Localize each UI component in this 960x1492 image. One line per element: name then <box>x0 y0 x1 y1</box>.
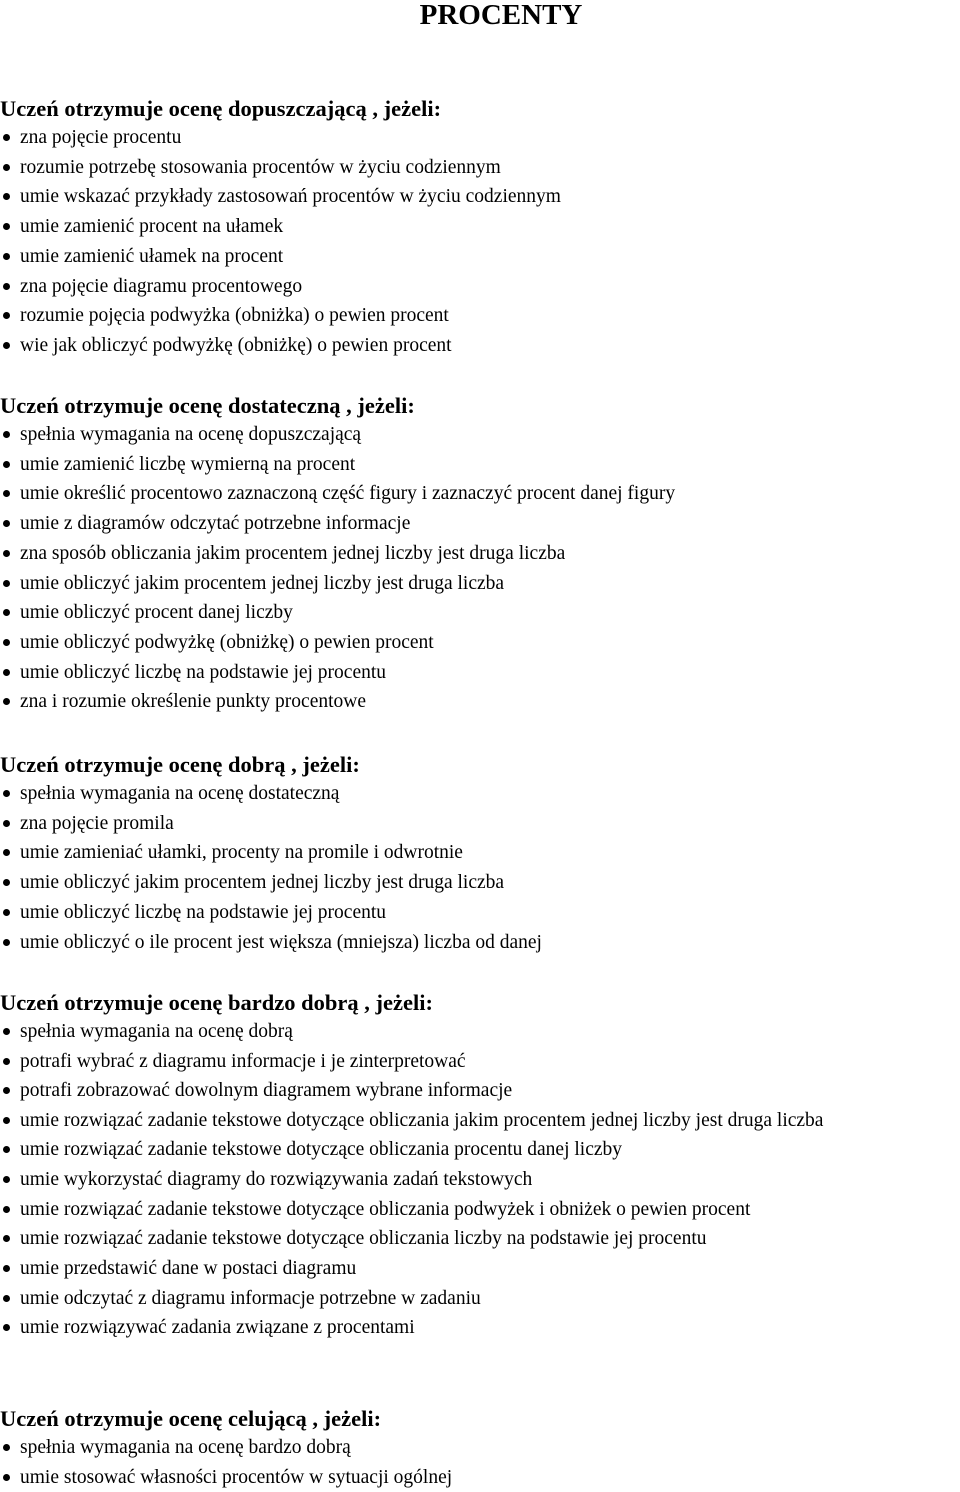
page-title: PROCENTY <box>419 0 583 31</box>
list-item: umie stosować własności procentów w sytuacji ogólnej <box>0 1463 960 1492</box>
bullet-icon <box>3 669 10 676</box>
bullet-icon <box>3 461 10 468</box>
criteria-list <box>0 123 960 361</box>
bullet-icon <box>3 283 10 290</box>
criteria-list <box>0 1017 960 1343</box>
bullet-icon <box>3 164 10 171</box>
bullet-icon <box>3 223 10 230</box>
bullet-icon <box>3 1058 10 1065</box>
list-item: umie rozwiązać zadanie tekstowe dotyczące obliczania procentu danej liczby <box>0 1135 960 1165</box>
list-item: umie rozwiązać zadanie tekstowe dotyczące obliczania podwyżek i obniżek o pewien procent <box>0 1195 960 1225</box>
list-item: zna pojęcie diagramu procentowego <box>0 272 960 302</box>
list-item: umie zamienić procent na ułamek <box>0 212 960 242</box>
list-item: umie obliczyć jakim procentem jednej liczby jest druga liczba <box>0 569 960 599</box>
bullet-icon <box>3 1474 10 1481</box>
section-heading: Uczeń otrzymuje ocenę dostateczną , jeżeli: <box>0 393 415 418</box>
criteria-list <box>0 779 960 957</box>
bullet-icon <box>3 1117 10 1124</box>
bullet-icon <box>3 909 10 916</box>
section-heading: Uczeń otrzymuje ocenę dopuszczającą , jeżeli: <box>0 96 442 121</box>
list-item: umie obliczyć podwyżkę (obniżkę) o pewien procent <box>0 628 960 658</box>
bullet-icon <box>3 1265 10 1272</box>
bullet-icon <box>3 580 10 587</box>
list-item: umie rozwiązywać zadania związane z procentami <box>0 1313 960 1343</box>
bullet-icon <box>3 1324 10 1331</box>
bullet-icon <box>3 790 10 797</box>
list-item: umie obliczyć liczbę na podstawie jej procentu <box>0 898 960 928</box>
list-item: umie określić procentowo zaznaczoną część figury i zaznaczyć procent danej figury <box>0 479 960 509</box>
list-item: rozumie potrzebę stosowania procentów w życiu codziennym <box>0 153 960 183</box>
list-item: umie z diagramów odczytać potrzebne informacje <box>0 509 960 539</box>
bullet-icon <box>3 550 10 557</box>
list-item: umie obliczyć liczbę na podstawie jej procentu <box>0 658 960 688</box>
criteria-list <box>0 1433 960 1492</box>
section-heading: Uczeń otrzymuje ocenę bardzo dobrą , jeżeli: <box>0 990 433 1015</box>
list-item: rozumie pojęcia podwyżka (obniżka) o pewien procent <box>0 301 960 331</box>
bullet-icon <box>3 1146 10 1153</box>
bullet-icon <box>3 134 10 141</box>
list-item: zna pojęcie procentu <box>0 123 960 153</box>
bullet-icon <box>3 1206 10 1213</box>
bullet-icon <box>3 879 10 886</box>
bullet-icon <box>3 1235 10 1242</box>
list-item: umie przedstawić dane w postaci diagramu <box>0 1254 960 1284</box>
section-bardzo-dobra <box>0 989 960 1343</box>
bullet-icon <box>3 312 10 319</box>
bullet-icon <box>3 639 10 646</box>
bullet-icon <box>3 1176 10 1183</box>
section-dobra <box>0 751 960 957</box>
list-item: umie wykorzystać diagramy do rozwiązywania zadań tekstowych <box>0 1165 960 1195</box>
list-item: zna pojęcie promila <box>0 809 960 839</box>
bullet-icon <box>3 520 10 527</box>
list-item: potrafi zobrazować dowolnym diagramem wybrane informacje <box>0 1076 960 1106</box>
list-item: spełnia wymagania na ocenę dobrą <box>0 1017 960 1047</box>
bullet-icon <box>3 490 10 497</box>
bullet-icon <box>3 342 10 349</box>
bullet-icon <box>3 1087 10 1094</box>
section-celujaca <box>0 1405 960 1492</box>
list-item: umie zamieniać ułamki, procenty na promile i odwrotnie <box>0 838 960 868</box>
criteria-list <box>0 420 960 717</box>
list-item: umie zamienić liczbę wymierną na procent <box>0 450 960 480</box>
list-item: umie obliczyć jakim procentem jednej liczby jest druga liczba <box>0 868 960 898</box>
list-item: zna i rozumie określenie punkty procentowe <box>0 687 960 717</box>
bullet-icon <box>3 253 10 260</box>
list-item: umie odczytać z diagramu informacje potrzebne w zadaniu <box>0 1284 960 1314</box>
section-dopuszczajaca <box>0 95 960 361</box>
bullet-icon <box>3 1028 10 1035</box>
list-item: potrafi wybrać z diagramu informacje i je zinterpretować <box>0 1047 960 1077</box>
bullet-icon <box>3 1295 10 1302</box>
list-item: umie zamienić ułamek na procent <box>0 242 960 272</box>
bullet-icon <box>3 849 10 856</box>
bullet-icon <box>3 431 10 438</box>
list-item: wie jak obliczyć podwyżkę (obniżkę) o pewien procent <box>0 331 960 361</box>
list-item: umie obliczyć procent danej liczby <box>0 598 960 628</box>
section-dostateczna <box>0 392 960 717</box>
bullet-icon <box>3 1444 10 1451</box>
list-item: zna sposób obliczania jakim procentem jednej liczby jest druga liczba <box>0 539 960 569</box>
bullet-icon <box>3 609 10 616</box>
list-item: umie obliczyć o ile procent jest większa (mniejsza) liczba od danej <box>0 928 960 958</box>
bullet-icon <box>3 193 10 200</box>
list-item: spełnia wymagania na ocenę bardzo dobrą <box>0 1433 960 1463</box>
list-item: spełnia wymagania na ocenę dopuszczającą <box>0 420 960 450</box>
bullet-icon <box>3 939 10 946</box>
section-heading: Uczeń otrzymuje ocenę celującą , jeżeli: <box>0 1406 382 1431</box>
section-heading: Uczeń otrzymuje ocenę dobrą , jeżeli: <box>0 752 360 777</box>
bullet-icon <box>3 820 10 827</box>
list-item: spełnia wymagania na ocenę dostateczną <box>0 779 960 809</box>
list-item: umie wskazać przykłady zastosowań procentów w życiu codziennym <box>0 182 960 212</box>
list-item: umie rozwiązać zadanie tekstowe dotyczące obliczania jakim procentem jednej liczby jest druga liczba <box>0 1106 960 1135</box>
list-item: umie rozwiązać zadanie tekstowe dotyczące obliczania liczby na podstawie jej procentu <box>0 1224 960 1254</box>
bullet-icon <box>3 698 10 705</box>
